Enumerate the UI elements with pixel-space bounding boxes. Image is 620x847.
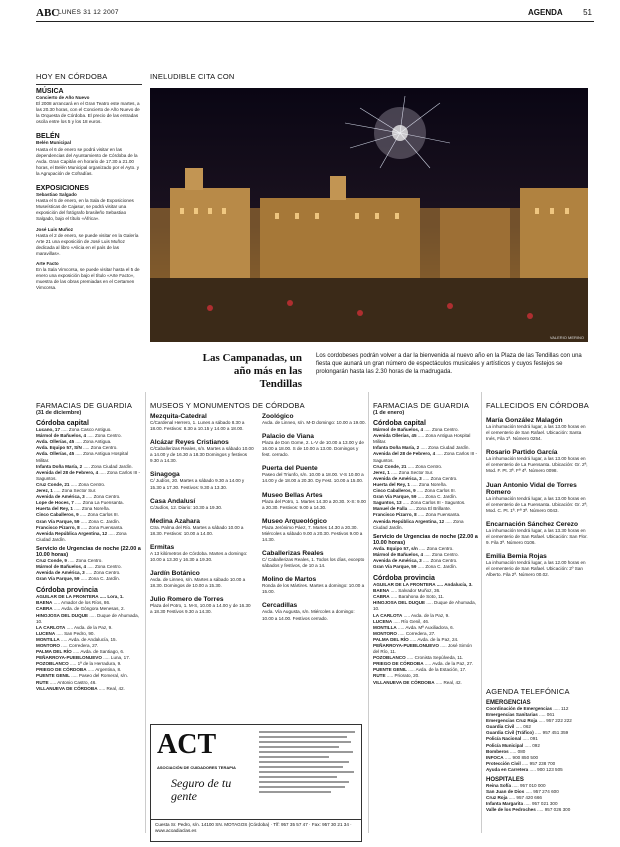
belen-text: Hasta el 6 de enero se podrá visitar en las dependencias del Ayuntamiento de Córdoba de la Avda. Gran Capitán en horario de 17.30 a 21.00 horas, el Belén Municipal organizado por el Ayto. y la Agrupación de Cofradías. [36,146,140,176]
farmacias-1-prov-sub: AGUILAR DE LA FRONTERA ..... Andalucía, 3. [373,582,473,588]
telefonica-column [486,687,590,814]
entry-text: C/Judíos, 12. Diario: 10.30 a 19.30. [150,504,223,510]
entry-text: Plaza de Don Gome, 2. L-V de 10.00 a 13.00 y de 16.00 a 18.00. S de 10.00 a 13.00. Domingos y fest. cerrado. [262,440,364,458]
farmacias-31-column [36,401,142,692]
musica-sub: Concierto de Año Nuevo [36,95,90,100]
expo-sub-2: José Luis Muñoz [36,226,74,232]
list-item: Protección Civil ..... 957 238 700 [486,760,556,766]
musica-heading: MÚSICA [36,88,64,95]
entry-title: Cercadillas [262,602,298,610]
list-item: LUCENA ..... Río Genil, 46. [373,618,430,624]
list-item: Gran Vía Parque, 59 ..... Zona C. Jardín. [373,563,458,569]
list-item: PALMA DEL RÍO ..... Avda. de Santiago, 6. [36,649,125,655]
list-item: Avda. Equipo 57, S/N ..... Zona Centro. [36,445,118,451]
header-date: LUNES 31 12 2007 [58,9,119,16]
list-item: Manuel de Falla ..... Zona El Brillante. [373,506,452,512]
entry-title: Mezquita-Catedral [150,413,207,420]
list-item: Mármol de Bañuelos, 4 ..... Zona Centro. [373,551,459,557]
entry-text: A 13 kilómetros de Córdoba. Martes a domingo: 10.00 a 13.30 y 16.30 a 19.30. [150,550,248,563]
divider [145,392,146,833]
list-item: Valle de los Pedroches ..... 957 026 300 [486,807,571,813]
list-item: Avenida Ollerías, 45 ..... Zona Antigua Hospital Militar. [373,433,471,445]
list-item: Huerta del Rey, 1 ..... Zona Noreña. [36,506,110,512]
entry-title: Caballerizas Reales [262,550,324,558]
list-item: PALMA DEL RÍO ..... Avda. de la Paz, 24. [373,636,459,642]
list-item: Avenida de América, 3 ..... Zona Centro. [36,570,121,576]
list-item: HINOJOSA DEL DUQUE ..... Duque de Ahumada, 10. [36,612,139,624]
entry-text: C/ Caballerizas Reales, 1. Todos los días, excepto sábados y festivos, de 10 a 14. [262,557,365,569]
advert-box[interactable] [150,724,362,842]
brand-logo: ABC [36,7,60,19]
entry-text: La inhumación tendrá lugar, a las 13.00 horas en el cementerio de La Fuensanta. Ubicación: Gr. 2ª, Mod. C. Pt. 1ª. Fª 3ª. Número 0043. [486,495,588,513]
farmacias-1-city: Córdoba capital [373,420,426,428]
page-header [36,6,594,22]
hoy-title: HOY EN CÓRDOBA [36,72,108,81]
list-item: Infanta Margarita ..... 957 021 300 [486,801,558,807]
list-item: LUCENA ..... San Pedro, 90. [36,630,95,636]
list-item: Cinco Caballeros, 9 ..... Zona Carlos III. [373,488,456,494]
entry-title: Rosario Partido García [486,449,558,457]
list-item: Reina Sofía ..... 957 010 000 [486,783,546,789]
fallecidos-column [486,401,590,578]
entry-title: María González Malagón [486,417,563,424]
advert-text-block [259,731,357,799]
list-item: RUTE ..... Antonio Castro, 46. [36,679,97,685]
list-item: Cruz Conde, 21 ..... Zona Centro. [373,463,443,469]
entry-title: Palacio de Viana [262,433,314,441]
feature-lede: Los cordobeses podrán volver a dar la bienvenida al nuevo año en la Plaza de las Tendillas con una fiesta que aunará un gran número de espectáculos musicales y artísticos y cuyos festejos se prolongarán hasta las 2.30 horas de la madrugada. [316,353,582,375]
page-number: 51 [583,8,592,17]
entry-title: Medina Azahara [150,517,200,525]
list-item: PUENTE GENIL ..... Avda. de la Estación, 17. [373,667,467,673]
entry-text: Avda. Vía Augusta, s/n. Miércoles a domingo: 10.00 a 14.00. Festivos cerrado. [262,609,355,621]
list-item: Avenida del 28 de Febrero, 4 ..... Zona Carlos III - Saguntos. [373,451,477,463]
expo-sub-1: Sebastiao Salgado [36,192,77,198]
emergencias-heading: EMERGENCIAS [486,700,531,706]
list-item: MONTORO ..... Corredera, 27. [373,630,436,636]
list-item: Lope de Hoces, 7 ..... Zona La Fuensanta. [36,500,124,506]
list-item: Mármol de Bañuelos, 4 ..... Zona Centro. [373,427,459,433]
entry-title: Museo Arqueológico [262,517,327,525]
list-item: Saguntos, 13 ..... Zona Carlos III - Saguntos. [373,500,466,506]
list-item: MONTORO ..... Corredera, 27. [36,643,99,648]
advert-slogan: Seguro de tu gente [171,776,232,803]
list-item: Gran Vía Parque, 59 ..... Zona C. Jardín. [373,494,458,500]
entry-title: Emilia Bemia Rojas [486,553,547,561]
entry-text: C/ Judíos, 20. Martes a sábado 9.30 a 14.00 y 15.30 a 17.30. Festivos: 9.30 a 13.30. [150,478,245,490]
entry-text: Paseo del Triunfo, s/n. 10.00 a 18.00. V-S 10.00 a 14.00 y de 18.00 a 20.30. Dy Fest. 10.00 a 15.00. [262,472,364,484]
expo-sub-3: Arte Facto [36,260,59,266]
list-item: Infanta Doña María, 2 ..... Zona Ciudad Jardín. [36,463,133,469]
entry-title: Sinagoga [150,471,180,479]
museos-column-2 [262,406,366,622]
hoy-column [36,72,142,291]
list-item: PRIEGO DE CÓRDOBA ..... Avda. de la Paz, 27. [373,661,474,667]
advert-subtitle: ASOCIACIÓN DE CUIDADORES TERAPIA [157,765,236,770]
farmacias-1-urgencias: Servicio de Urgencias de noche (22.00 a 10.00 horas) [373,533,478,546]
list-item: Avenida República Argentina, 12 ..... Zona Ciudad Jardín. [36,530,127,542]
entry-title: Museo Bellas Artes [262,491,323,499]
divider [481,392,482,833]
fallecidos-title: FALLECIDOS EN CÓRDOBA [486,401,589,410]
list-item: PEÑARROYA-PUEBLONUEVO ..... Luna, 17. [36,655,131,661]
list-item: Emergencias Cruz Roja ..... 957 222 222 [486,718,572,724]
entry-text: La inhumación tendrá lugar, a las 13.00 horas en el cementerio de San Rafael. Ubicación: Santa Inés, Fila 1ª. Número 0254. [486,424,586,442]
farmacias-1-provincia: Córdoba provincia [373,575,435,583]
entry-text: Plaza del Potro, 1. M-S, 10.00 a 14.00 y de 16.30 a 18.30 Festivos 9.30 a 14.30. [150,603,251,615]
divider [368,392,369,833]
list-item: Emergencias Sanitarias ..... 061 [486,712,555,718]
list-item: Mármol de Bañuelos, 4 ..... Zona Centro. [36,433,122,439]
expo-text-2: Hasta el 2 de enero, se puede visitar en la Galería Arte 21 una exposición de José Luis Muñoz dedicada al libro «Alicia en el país de las maravillas». [36,232,139,256]
entry-text: La inhumación tendrá lugar, a las 13.00 horas en el cementerio de La Fuensanta. Ubicación: Gr. 2ª, Mod. F. Pt. 3ª. Fª 4ª. Número 0098. [486,456,588,474]
fireworks-image [150,88,588,342]
list-item: PEÑARROYA-PUEBLONUEVO ..... José Simón del Río, 11. [373,643,472,655]
feature-headline: Las Campanadas, un año más en las Tendillas [202,352,302,390]
advert-contact: Cuesta Sr. Pedro, s/n. 14100 SN. MOTAGOS (Córdoba) · Tlf: 957 35 57 47 · Fax: 957 30 21 34 · www.acoadiaclas.es [151,819,361,841]
list-item: VILLANUEVA DE CÓRDOBA ..... Real, 42. [373,679,462,685]
musica-text: El 2008 arrancará en el Gran Teatro este martes, a las 20.30 horas, con el Concierto de Año Nuevo de la Orquesta de Córdoba. El precio de las entradas oscila entre los 5 y los 18 euros. [36,101,140,125]
list-item: VILLANUEVA DE CÓRDOBA ..... Real, 42. [36,685,125,691]
entry-text: Plaza Jerónimo Páez, 7. Martes 14.30 a 20.30. Miércoles a sábado 9.00 a 20.30. Festivos 9.00 a 14.30. [262,524,363,542]
list-item: Lucano, 17 ..... Zona Casco Antiguo. [36,427,112,433]
museos-title: MUSEOS Y MONUMENTOS DE CÓRDOBA [150,401,305,410]
farmacias-1-prov-list [373,588,479,686]
section-name: AGENDA [528,8,563,17]
list-item: Francisco Pizarro, 8 ..... Zona Fuensanta. [373,512,461,518]
list-item: Gran Vía Parque, 59 ..... Zona C. Jardín. [36,518,121,524]
list-item: Cruz Roja ..... 957 420 666 [486,795,542,801]
list-item: Avenida de América, 3 ..... Zona Centro. [36,494,121,500]
list-item: Cruz Conde, 21 ..... Zona Centro. [36,481,106,487]
feature-kicker: INELUDIBLE CITA CON [150,72,235,81]
expo-text-3: En la Sala Vimcorsa, se puede visitar hasta el 5 de enero una exposición bajo el título «Arte Facto», muestra de las obras premiadas en el Certamen Vimcorsa. [36,267,140,291]
fallecidos-list [486,417,590,578]
farmacias-31-provincia: Córdoba provincia [36,587,98,595]
list-item: POZOBLANCO ..... Cronista Sepúlveda, 11. [373,655,464,661]
list-item: PRIEGO DE CÓRDOBA ..... Argentina, 8. [36,667,122,673]
belen-heading: BELÉN [36,133,60,141]
entry-title: Alcázar Reyes Cristianos [150,439,229,447]
list-item: Avda. Equipo 57, s/n ..... Zona Centro. [373,545,454,551]
list-item: MONTILLA ..... Avda. Mª Auxiliadora, 6. [373,624,455,630]
list-item: INFOCA ..... 900 850 500 [486,754,539,760]
entry-text: La inhumación tendrá lugar, a las 13.30 horas en el cementerio de San Rafael. Ubicación: San Flor. 9. Fila 3ª. Número 0106. [486,527,588,546]
list-item: Ayuda en Carretera ..... 900 123 505 [486,766,563,772]
entry-title: Jardín Botánico [150,570,200,578]
museos-column-1 [150,406,254,616]
list-item: LA CARLOTA ..... Avda. de la Paz, 9. [36,624,113,630]
farmacias-1-urg-list [373,546,479,570]
entry-title: Julio Romero de Torres [150,596,224,604]
emergencias-list [486,706,590,773]
entry-text: Avda. de Linneo, s/n. M-D domingo: 10.00 a 19.00. [262,420,366,425]
list-item: Jerez, 1 ..... Zona Sector Sur. [373,469,434,475]
farmacias-31-day: (31 de diciembre) [36,410,82,416]
farmacias-1-day: (1 de enero) [373,410,405,416]
farmacias-31-title: FARMACIAS DE GUARDIA [36,401,133,410]
farmacias-1-list [373,427,479,531]
hospitales-list [486,783,590,813]
expo-text-1: Hasta el 5 de enero, en la Sala de Exposiciones Museísticas de Cajasur, se podrá visitar una exposición del fotógrafo brasileño Sebastiao Salgado, bajo el título «África». [36,198,134,222]
list-item: BAENA ..... Salvador Muñoz, 36. [373,588,441,594]
photo-credit: VALERIO MERINO [549,335,584,340]
entry-text: Ctra. Palma del Río. Martes a sábado 10.00 a 18.30. Festivos: 10.00 a 14.00. [150,524,244,536]
list-item: Avenida del 28 de Febrero, 4 ..... Zona Carlos III - Saguntos. [36,469,140,481]
expo-heading: EXPOSICIONES [36,185,89,193]
farmacias-31-prov-sub: AGUILAR DE LA FRONTERA ..... Lora, 1. [36,594,124,600]
list-item: Mármol de Bañuelos, 4 ..... Zona Centro. [36,563,122,569]
list-item: Jerez, 1 ..... Zona Sector Sur. [36,488,97,494]
advert-lines [259,731,357,799]
list-item: POZOBLANCO ..... 1ª de la Herradura, 9. [36,661,122,667]
list-item: HINOJOSA DEL DUQUE ..... Duque de Ahumada, 10. [373,600,476,612]
list-item: Avda. Ollerías, 45 ..... Zona Antigua. [36,439,112,445]
entry-title: Juan Antonio Vidal de Torres Romero [486,481,577,496]
list-item: Avenida de América, 3 ..... Zona Centro. [373,557,458,563]
entry-title: Zoológico [262,413,294,420]
list-item: Policía Nacional ..... 091 [486,736,538,742]
entry-text: Ronda de los Mártires. Martes a domingo: 10.00 a 15.00. [262,583,365,595]
list-item: Cruz Conde, 9 ..... Zona Centro. [36,557,103,563]
entry-title: Encarnación Sánchez Cerezo [486,520,578,528]
list-item: San Juan de Dios ..... 957 274 600 [486,789,559,795]
list-item: Guardia Civil ..... 062 [486,724,531,730]
entry-text: C/Caballerizas Reales, s/n. Martes a sábado 10.00 a 14.00 y de 16.30 a 18.30 Domingos y festivos 9.30 a 14.30. [150,446,254,464]
feature-photo [150,88,588,342]
list-item: BAENA ..... Amador de los Ríos, 86. [36,600,111,606]
list-item: Cinco Caballeros, 9 ..... Zona Carlos III. [36,512,119,518]
list-item: RUTE ..... Priorato, 20. [373,673,420,679]
list-item: Francisco Pizarro, 8 ..... Zona Fuensanta. [36,524,124,530]
list-item: Avenida de América, 3 ..... Zona Centro. [373,475,458,481]
farmacias-1-title: FARMACIAS DE GUARDIA [373,401,470,410]
list-item: Bomberos ..... 080 [486,748,526,754]
advert-brand: ACT [157,729,217,760]
entry-title: Puerta del Puente [262,465,318,473]
list-item: CABRA ..... Avda. de Góngora Menesas, 2. [36,606,125,612]
list-item: Policía Municipal ..... 092 [486,742,540,748]
list-item: Avda. Ollerías, 45 ..... Zona Antigua Hospital Militar. [36,451,129,463]
farmacias-31-list [36,427,142,543]
farmacias-31-urgencias: Servicio de Urgencias de noche (22.00 a 10.00 horas) [36,545,141,558]
entry-text: La inhumación tendrá lugar, a las 12.00 horas en el cementerio de San Rafael. Ubicación: 2º San Alberto. Fila 2ª. Número 00.02. [486,560,586,578]
entry-text: Avda. de Linneo, s/n. Martes a sábado 10.00 a 18.30. Domingos de 10.00 a 15.30. [150,577,246,589]
entry-text: C/Cardenal Herrero, 1. Lunes a sábado 8.30 a 18.00. Festivos: 8.30 a 10.15 y 14.00 a 18.00. [150,420,245,432]
entry-text: Plaza del Potro, 1. Martes 14.30 a 20.30. X-S: 9.00 a 20.30. Festivos: 9.00 a 14.30. [262,498,366,510]
entry-title: Ermitas [150,543,175,551]
list-item: CABRA ..... Barahona de Soto, 11. [373,594,445,600]
farmacias-31-prov-list [36,600,142,691]
entry-title: Molino de Martos [262,576,317,584]
farmacias-31-city: Córdoba capital [36,420,89,428]
list-item: Huerta del Rey, 1 ..... Zona Noreña. [373,481,447,487]
list-item: Coordinación de Emergencias ..... 112 [486,706,569,711]
farmacias-31-urg-list [36,558,142,582]
list-item: Infanta Doña María, 2 ..... Zona Ciudad Jardín. [373,445,470,451]
belen-sub: Belén Municipal [36,140,71,146]
list-item: LA CARLOTA ..... Avda. de la Paz, 9. [373,612,450,618]
list-item: Avenida República Argentina, 12 ..... Zona Ciudad Jardín. [373,518,464,530]
list-item: Guardia Civil (Tráfico) ..... 957 451 359 [486,730,569,736]
hospitales-heading: HOSPITALES [486,777,524,784]
list-item: MONTILLA ..... Avda. de Andalucía, 15. [36,636,117,642]
entry-title: Casa Andalusí [150,497,196,505]
farmacias-1-column [373,401,479,686]
telefonica-title: AGENDA TELEFÓNICA [486,687,570,696]
list-item: Gran Vía Parque, 59 ..... Zona C. Jardín. [36,576,121,582]
list-item: PUENTE GENIL ..... Paseo del Romeral, s/n. [36,673,128,679]
